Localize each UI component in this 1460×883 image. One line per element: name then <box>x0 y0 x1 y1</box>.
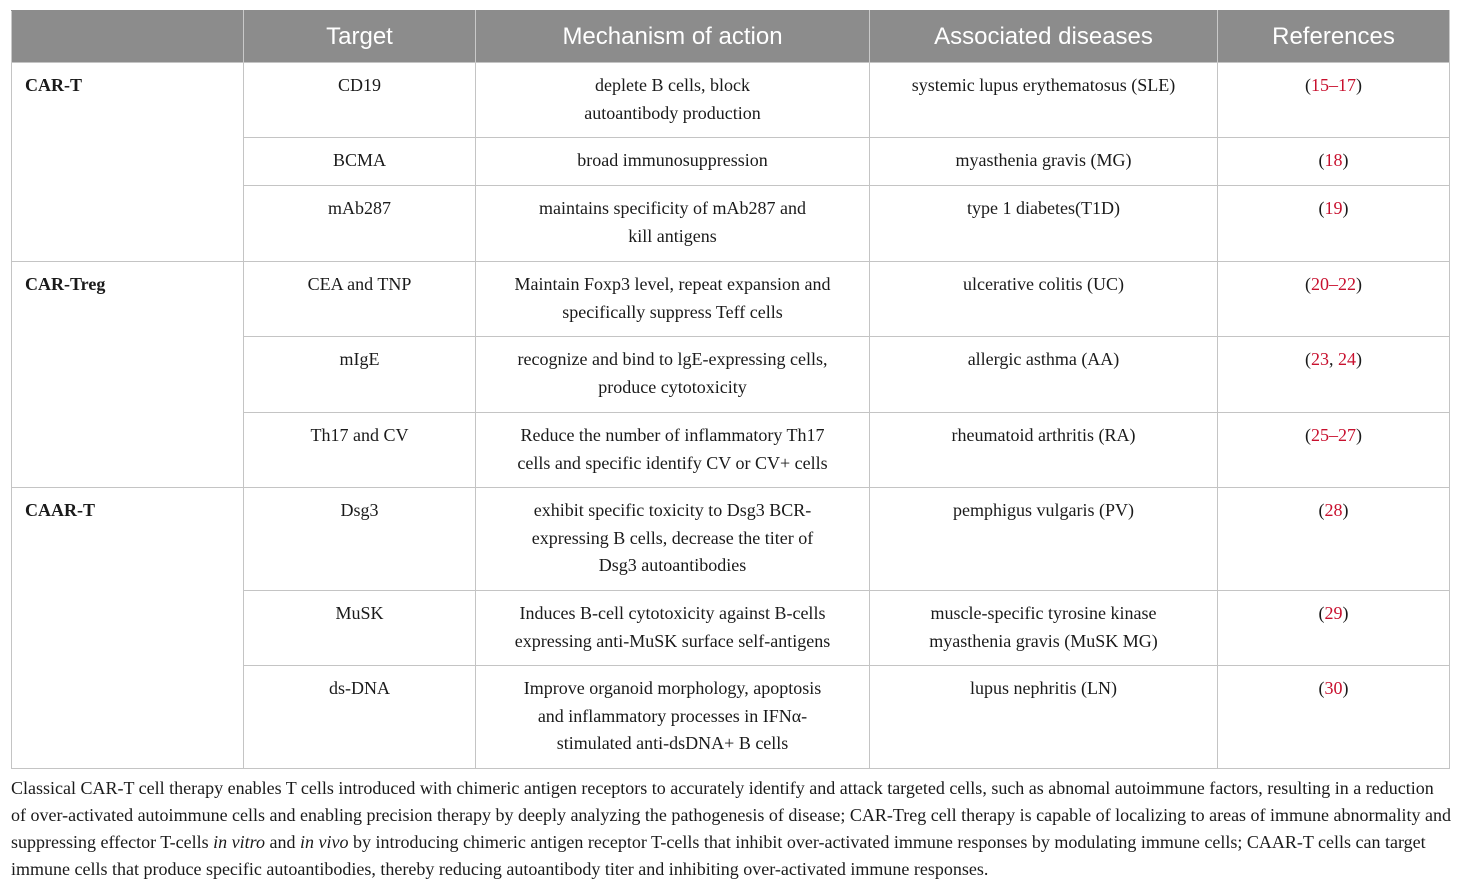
target-cell: MuSK <box>244 591 476 666</box>
table-row <box>12 262 1450 337</box>
disease-line: pemphigus vulgaris (PV) <box>953 500 1134 520</box>
reference-paren-open: ( <box>1305 274 1311 294</box>
reference-paren-close: ) <box>1342 603 1349 623</box>
footnote-text-2: and <box>264 832 300 852</box>
reference-paren-open: ( <box>1305 349 1311 369</box>
table-body <box>12 63 1450 769</box>
mechanism-line: broad immunosuppression <box>577 150 768 170</box>
header-cell-references: References <box>1218 11 1450 63</box>
mechanism-line: autoantibody production <box>584 102 761 123</box>
disease-line: lupus nephritis (LN) <box>970 678 1117 698</box>
reference-cell <box>1218 63 1450 138</box>
reference-link[interactable]: 29 <box>1324 603 1343 623</box>
mechanism-cell <box>476 413 870 488</box>
target-cell: mAb287 <box>244 186 476 262</box>
mechanism-cell <box>476 666 870 769</box>
disease-cell <box>870 262 1218 337</box>
disease-line: myasthenia gravis (MG) <box>955 150 1132 170</box>
reference-paren-close: ) <box>1356 425 1362 445</box>
reference-cell <box>1218 488 1450 591</box>
reference-paren-open: ( <box>1318 603 1325 623</box>
reference-paren-open: ( <box>1318 150 1325 170</box>
header-cell-diseases: Associated diseases <box>870 11 1218 63</box>
reference-cell <box>1218 138 1450 186</box>
mechanism-line: recognize and bind to lgE-expressing cells, <box>517 349 828 369</box>
mechanism-line: cells and specific identify CV or CV+ cells <box>517 452 828 473</box>
reference-link[interactable]: 30 <box>1324 678 1343 698</box>
mechanism-line: specifically suppress Teff cells <box>562 301 783 322</box>
table-footnote <box>11 775 1451 883</box>
disease-cell <box>870 337 1218 413</box>
footnote-italic-in-vitro: in vitro <box>213 832 265 852</box>
mechanism-line: expressing anti-MuSK surface self-antigens <box>514 630 831 651</box>
reference-paren-close: ) <box>1356 75 1362 95</box>
mechanism-cell <box>476 262 870 337</box>
disease-cell <box>870 413 1218 488</box>
disease-line: ulcerative colitis (UC) <box>963 274 1124 294</box>
reference-paren-close: ) <box>1342 150 1349 170</box>
mechanism-line: stimulated anti-dsDNA+ B cells <box>556 733 789 753</box>
mechanism-line: maintains specificity of mAb287 and <box>539 198 806 218</box>
mechanism-line: Induces B-cell cytotoxicity against B-cells <box>519 603 826 623</box>
mechanism-cell <box>476 591 870 666</box>
reference-paren-close: ) <box>1356 349 1362 369</box>
group-label-cell: CAR-T <box>12 63 244 262</box>
disease-line: type 1 diabetes(T1D) <box>967 198 1120 218</box>
mechanism-line: Maintain Foxp3 level, repeat expansion and <box>514 274 831 294</box>
mechanism-line: kill antigens <box>628 225 717 246</box>
reference-paren-close: ) <box>1356 274 1362 294</box>
reference-link[interactable]: 15–17 <box>1311 75 1356 95</box>
target-cell: Th17 and CV <box>244 413 476 488</box>
disease-cell <box>870 186 1218 262</box>
reference-paren-open: ( <box>1305 75 1311 95</box>
disease-line: systemic lupus erythematosus (SLE) <box>911 75 1176 95</box>
reference-cell <box>1218 186 1450 262</box>
target-cell: CEA and TNP <box>244 262 476 337</box>
therapy-table-container <box>11 10 1449 769</box>
reference-paren-open: ( <box>1318 500 1325 520</box>
group-label-cell: CAAR-T <box>12 488 244 769</box>
mechanism-line: exhibit specific toxicity to Dsg3 BCR- <box>533 500 812 520</box>
mechanism-line: produce cytotoxicity <box>598 376 747 397</box>
reference-paren-open: ( <box>1318 198 1325 218</box>
mechanism-line: Dsg3 autoantibodies <box>598 555 747 575</box>
mechanism-line: expressing B cells, decrease the titer of <box>531 527 814 548</box>
reference-cell <box>1218 666 1450 769</box>
disease-line: allergic asthma (AA) <box>967 349 1120 369</box>
mechanism-line: and inflammatory processes in IFNα- <box>537 705 808 726</box>
reference-link[interactable]: 25–27 <box>1311 425 1356 445</box>
disease-line: rheumatoid arthritis (RA) <box>951 425 1136 445</box>
footnote-italic-in-vivo: in vivo <box>299 832 349 852</box>
target-cell: ds-DNA <box>244 666 476 769</box>
reference-link[interactable]: 20–22 <box>1311 274 1356 294</box>
mechanism-line: deplete B cells, block <box>595 75 750 95</box>
disease-cell <box>870 666 1218 769</box>
group-label-cell: CAR-Treg <box>12 262 244 488</box>
disease-cell <box>870 591 1218 666</box>
reference-link[interactable]: 23 <box>1311 349 1329 369</box>
header-cell-blank <box>12 11 244 63</box>
reference-paren-close: ) <box>1342 500 1349 520</box>
reference-link[interactable]: 24 <box>1338 349 1356 369</box>
therapy-table <box>11 10 1450 769</box>
header-cell-mechanism: Mechanism of action <box>476 11 870 63</box>
footnote-text-3: by introducing chimeric antigen receptor T-cells that inhibit over-activated immune responses by modulating immune cells; CAAR-T cells can target immune cells that produce specific autoantibodies, thereby reducing autoantibody titer and inhibiting over-activated immune responses. <box>11 832 1426 879</box>
mechanism-line: Reduce the number of inflammatory Th17 <box>520 425 825 445</box>
disease-line: myasthenia gravis (MuSK MG) <box>929 630 1158 651</box>
reference-cell <box>1218 262 1450 337</box>
header-cell-target: Target <box>244 11 476 63</box>
reference-paren-close: ) <box>1342 678 1349 698</box>
reference-cell <box>1218 413 1450 488</box>
target-cell: BCMA <box>244 138 476 186</box>
footnote-text-1: Classical CAR-T cell therapy enables T cells introduced with chimeric antigen receptors to accurately identify and attack targeted cells, such as abnomal autoimmune factors, resulting in a reduction of over-activated autoimmune cells and enabling precision therapy by deeply analyzing the pathogenesis of disease; CAR-Treg cell therapy is capable of localizing to areas of immune abnormality and suppressing effector T-cells <box>11 778 1452 852</box>
mechanism-cell <box>476 337 870 413</box>
target-cell: mIgE <box>244 337 476 413</box>
table-row <box>12 63 1450 138</box>
table-row <box>12 488 1450 591</box>
mechanism-line: Improve organoid morphology, apoptosis <box>523 678 822 698</box>
disease-line: muscle-specific tyrosine kinase <box>930 603 1157 623</box>
mechanism-cell <box>476 186 870 262</box>
mechanism-cell <box>476 488 870 591</box>
disease-cell <box>870 488 1218 591</box>
disease-cell <box>870 63 1218 138</box>
target-cell: CD19 <box>244 63 476 138</box>
table-header-row <box>12 11 1450 63</box>
reference-cell <box>1218 337 1450 413</box>
reference-cell <box>1218 591 1450 666</box>
reference-paren-open: ( <box>1318 678 1325 698</box>
reference-paren-open: ( <box>1305 425 1311 445</box>
target-cell: Dsg3 <box>244 488 476 591</box>
reference-link[interactable]: 18 <box>1324 150 1343 170</box>
reference-separator: , <box>1329 349 1338 369</box>
reference-link[interactable]: 19 <box>1324 198 1343 218</box>
mechanism-cell <box>476 63 870 138</box>
mechanism-cell <box>476 138 870 186</box>
disease-cell <box>870 138 1218 186</box>
reference-link[interactable]: 28 <box>1324 500 1343 520</box>
reference-paren-close: ) <box>1342 198 1349 218</box>
